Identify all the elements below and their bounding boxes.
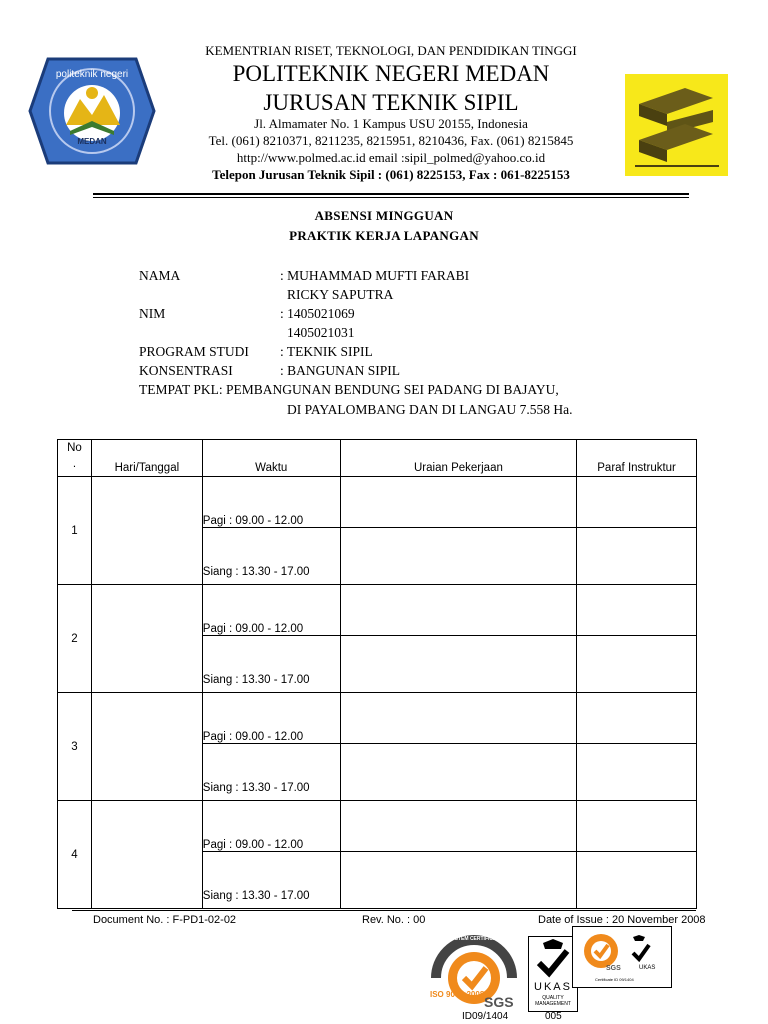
work-cell[interactable]: [340, 477, 576, 528]
pagi-time: Pagi : 09.00 - 12.00: [202, 477, 340, 528]
institution-name: POLITEKNIK NEGERI MEDAN: [232, 61, 550, 86]
ukas-sub: QUALITY MANAGEMENT: [535, 995, 571, 1007]
pagi-time: Pagi : 09.00 - 12.00: [202, 693, 340, 744]
work-cell[interactable]: [340, 744, 576, 801]
sign-cell[interactable]: [577, 693, 697, 744]
row-number: 4: [58, 801, 92, 909]
siang-time: Siang : 13.30 - 17.00: [202, 528, 340, 585]
date-cell[interactable]: [91, 477, 202, 585]
sign-cell[interactable]: [577, 852, 697, 909]
logo-top-text: politeknik negeri: [55, 69, 129, 80]
work-cell[interactable]: [340, 528, 576, 585]
nama-value-2: RICKY SAPUTRA: [287, 287, 394, 302]
row-number: 2: [58, 585, 92, 693]
siang-time: Siang : 13.30 - 17.00: [202, 744, 340, 801]
nama-label: NAMA: [139, 268, 181, 283]
nim-value-2: 1405021031: [287, 325, 355, 340]
header-no: [58, 440, 92, 477]
address: Jl. Almamater No. 1 Kampus USU 20155, Indonesia: [254, 116, 528, 131]
nim-value-1: : 1405021069: [280, 306, 355, 321]
small-cert-id: Certificate ID 09/1404: [595, 977, 634, 982]
prodi-label: PROGRAM STUDI: [139, 344, 249, 359]
cert-arc-text: SYSTEM CERTIFICATION: [448, 936, 509, 942]
footer-rule: [72, 910, 696, 911]
table-row: [58, 801, 697, 852]
tempat-pkl: TEMPAT PKL: PEMBANGUNAN BENDUNG SEI PADANG DI BAJAYU,: [139, 382, 559, 397]
work-cell[interactable]: [340, 852, 576, 909]
tempat-pkl-2: DI PAYALOMBANG DAN DI LANGAU 7.558 Ha.: [287, 402, 573, 417]
table-row: [58, 693, 697, 744]
konsentrasi-value: : BANGUNAN SIPIL: [280, 363, 401, 378]
web-email: http://www.polmed.ac.id email :sipil_polmed@yahoo.co.id: [236, 150, 546, 165]
cert-sgs: SGS: [484, 994, 514, 1010]
header-rule-thin: [93, 197, 689, 198]
document-number: Document No. : F-PD1-02-02: [93, 914, 237, 926]
phone-fax: Tel. (061) 8210371, 8211235, 8215951, 8210436, Fax. (061) 8215845: [208, 133, 574, 148]
ukas-badge: [528, 936, 578, 1012]
row-number: 3: [58, 693, 92, 801]
work-cell[interactable]: [340, 585, 576, 636]
work-cell[interactable]: [340, 801, 576, 852]
sgs-certification-badge: [430, 932, 518, 1016]
konsentrasi-label: KONSENTRASI: [139, 363, 233, 378]
revision-number: Rev. No. : 00: [362, 914, 426, 926]
work-cell[interactable]: [340, 636, 576, 693]
sign-cell[interactable]: [577, 477, 697, 528]
nim-label: NIM: [139, 306, 166, 321]
small-ukas: UKAS: [639, 965, 656, 971]
department-phone: Telepon Jurusan Teknik Sipil : (061) 8225153, Fax : 061-8225153: [212, 167, 570, 182]
date-cell[interactable]: [91, 693, 202, 801]
cert-iso: ISO 9001:2008: [430, 990, 485, 999]
date-of-issue: Date of Issue : 20 November 2008: [538, 914, 706, 926]
nama-value-1: : MUHAMMAD MUFTI FARABI: [280, 268, 470, 283]
form-title: ABSENSI MINGGUAN: [314, 208, 454, 223]
sign-cell[interactable]: [577, 528, 697, 585]
row-number: 1: [58, 477, 92, 585]
ukas-label: UKAS: [534, 981, 572, 993]
date-cell[interactable]: [91, 585, 202, 693]
prodi-value: : TEKNIK SIPIL: [280, 344, 373, 359]
sign-cell[interactable]: [577, 636, 697, 693]
ministry-name: KEMENTRIAN RISET, TEKNOLOGI, DAN PENDIDIKAN TINGGI: [205, 43, 577, 58]
sign-cell[interactable]: [577, 744, 697, 801]
table-row: [58, 585, 697, 636]
header-no-line1: No: [67, 442, 82, 454]
pagi-time: Pagi : 09.00 - 12.00: [202, 801, 340, 852]
header-time: Waktu: [202, 440, 340, 477]
date-cell[interactable]: [91, 801, 202, 909]
logo-bottom-text: MEDAN: [77, 137, 107, 146]
attendance-table: [57, 439, 697, 909]
header-sign: Paraf Instruktur: [577, 440, 697, 477]
form-subtitle: PRAKTIK KERJA LAPANGAN: [289, 228, 479, 243]
siang-time: Siang : 13.30 - 17.00: [202, 852, 340, 909]
sign-cell[interactable]: [577, 801, 697, 852]
header-no-line2: .: [72, 458, 77, 470]
header-rule-thick: [93, 193, 689, 195]
siang-time: Siang : 13.30 - 17.00: [202, 636, 340, 693]
pagi-time: Pagi : 09.00 - 12.00: [202, 585, 340, 636]
ukas-number: 005: [545, 1011, 562, 1022]
small-cert-block: [572, 926, 672, 988]
table-header-row: [58, 440, 697, 477]
header-date: Hari/Tanggal: [91, 440, 202, 477]
civil-engineering-logo: [625, 74, 728, 176]
cert-id: ID09/1404: [462, 1011, 509, 1022]
work-cell[interactable]: [340, 693, 576, 744]
polmed-logo: [28, 55, 156, 167]
header-work: Uraian Pekerjaan: [340, 440, 576, 477]
table-row: [58, 477, 697, 528]
sign-cell[interactable]: [577, 585, 697, 636]
department-name: JURUSAN TEKNIK SIPIL: [263, 90, 519, 115]
small-sgs: SGS: [606, 965, 621, 972]
